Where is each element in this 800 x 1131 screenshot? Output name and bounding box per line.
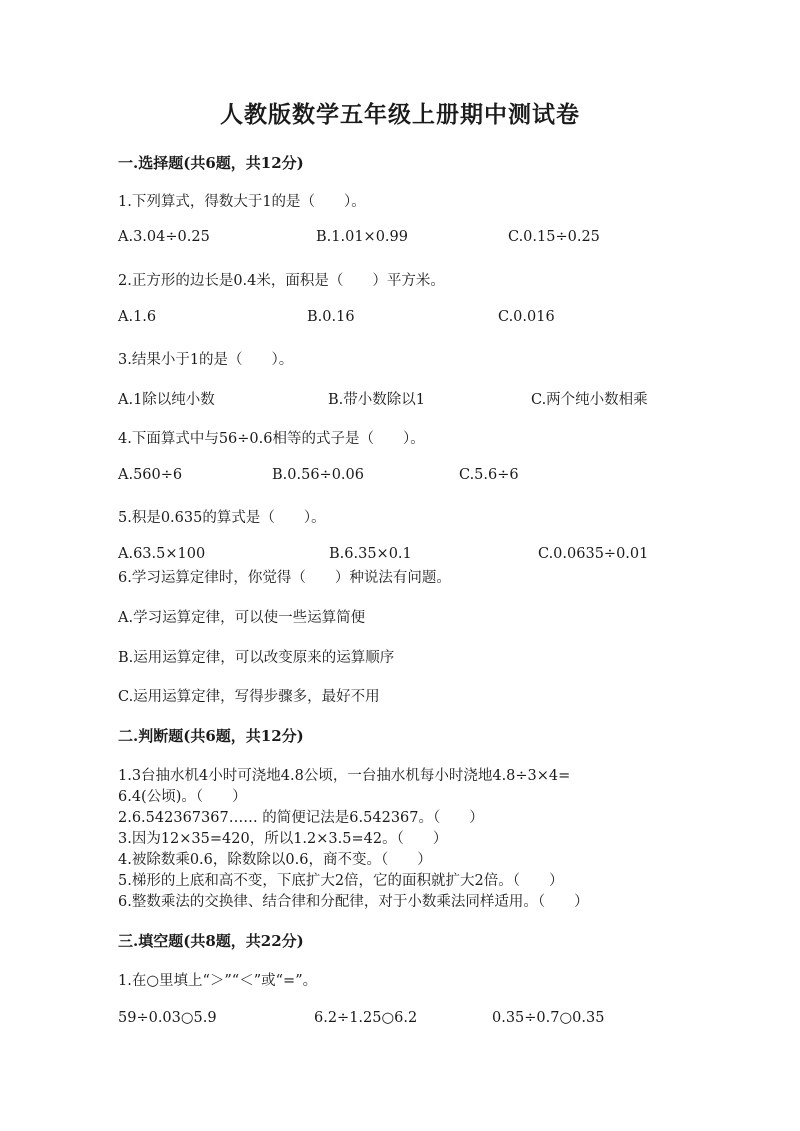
question-stem: 2.正方形的边长是0.4米，面积是（ ）平方米。 [118,273,445,289]
option-c: C.运用运算定律，写得步骤多，最好不用 [118,689,380,705]
option-a: A.560÷6 [118,467,183,483]
question-stem: 3.结果小于1的是（ ）。 [118,352,294,368]
option-c: C.两个纯小数相乘 [531,392,648,408]
question-stem: 4.下面算式中与56÷0.6相等的式子是（ ）。 [118,431,425,447]
fill-item: 0.35÷0.7○0.35 [492,1010,605,1026]
judgement-line: 4.被除数乘0.6，除数除以0.6，商不变。（ ） [118,852,432,868]
option-b: B.带小数除以1 [328,392,425,408]
option-a: A.63.5×100 [118,546,206,562]
fill-item: 59÷0.03○5.9 [118,1010,217,1026]
option-c: C.0.15÷0.25 [508,229,600,245]
judgement-line: 6.4(公顷)。（ ） [118,789,247,805]
fill-item: 6.2÷1.25○6.2 [314,1010,418,1026]
option-b: B.0.56÷0.06 [272,467,364,483]
option-a: A.3.04÷0.25 [118,229,210,245]
option-c: C.0.0635÷0.01 [538,546,649,562]
question-stem: 1.下列算式，得数大于1的是（ ）。 [118,194,366,210]
question-stem: 6.学习运算定律时，你觉得（ ）种说法有问题。 [118,570,451,586]
section-header-fill: 三.填空题(共8题，共22分) [118,932,304,950]
question-stem: 5.积是0.635的算式是（ ）。 [118,510,326,526]
option-c: C.0.016 [498,309,555,325]
option-b: B.运用运算定律，可以改变原来的运算顺序 [118,650,395,666]
option-b: B.6.35×0.1 [329,546,412,562]
section-header-judgement: 二.判断题(共6题，共12分) [118,727,304,745]
page-title: 人教版数学五年级上册期中测试卷 [220,101,580,128]
option-c: C.5.6÷6 [459,467,519,483]
option-b: B.0.16 [307,309,355,325]
judgement-line: 1.3台抽水机4小时可浇地4.8公顷，一台抽水机每小时浇地4.8÷3×4= [118,768,571,784]
option-b: B.1.01×0.99 [316,229,408,245]
judgement-line: 2.6.542367367…… 的简便记法是6.542367。（ ） [118,810,484,826]
option-a: A.1除以纯小数 [118,392,215,408]
judgement-line: 6.整数乘法的交换律、结合律和分配律，对于小数乘法同样适用。（ ） [118,894,589,910]
option-a: A.1.6 [118,309,157,325]
judgement-line: 3.因为12×35=420，所以1.2×3.5=42。（ ） [118,831,448,847]
judgement-line: 5.梯形的上底和高不变，下底扩大2倍，它的面积就扩大2倍。（ ） [118,873,564,889]
question-stem: 1.在○里填上“＞”“＜”或“=”。 [118,973,318,989]
section-header-choice: 一.选择题(共6题，共12分) [118,154,304,172]
option-a: A.学习运算定律，可以使一些运算简便 [118,610,366,626]
